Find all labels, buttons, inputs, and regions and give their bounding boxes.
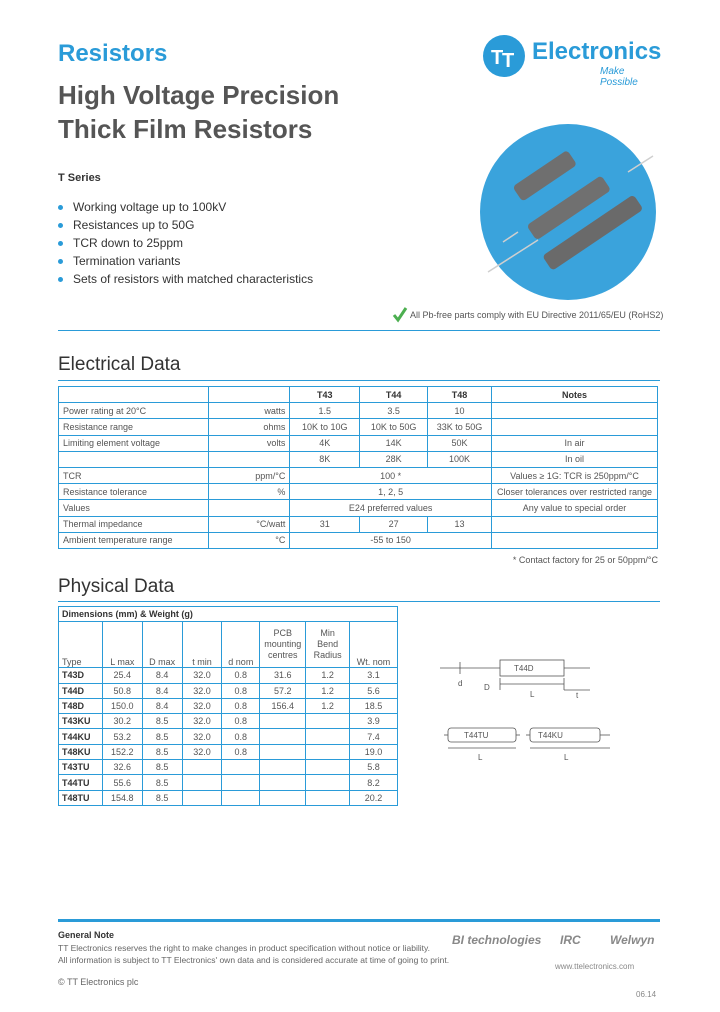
t48-cell: 33K to 50G xyxy=(428,419,492,435)
type-cell: T48D xyxy=(59,698,103,713)
param-cell: Ambient temperature range xyxy=(59,532,209,548)
drawing-label-part3: T44KU xyxy=(538,731,563,740)
t48-cell: 50K xyxy=(428,435,492,451)
lmax-cell: 154.8 xyxy=(102,790,142,805)
tmin-cell: 32.0 xyxy=(182,668,222,683)
dmax-cell: 8.5 xyxy=(142,714,182,729)
feature-item: Sets of resistors with matched characteristics xyxy=(58,270,313,288)
electrical-data-title: Electrical Data xyxy=(58,354,181,375)
footer-rule xyxy=(58,919,660,922)
unit-cell xyxy=(208,451,290,467)
t44-cell: 28K xyxy=(360,451,428,467)
t43-cell: 8K xyxy=(290,451,360,467)
lmax-cell: 32.6 xyxy=(102,760,142,775)
wt-cell: 3.9 xyxy=(350,714,398,729)
tmin-cell: 32.0 xyxy=(182,744,222,759)
header-line: Min xyxy=(320,628,335,639)
wt-cell: 19.0 xyxy=(350,744,398,759)
t43-cell: 4K xyxy=(290,435,360,451)
value-cell: 100 * xyxy=(290,467,492,483)
header-cell: Wt. nom xyxy=(350,622,398,668)
lmax-cell: 53.2 xyxy=(102,729,142,744)
table-header-row xyxy=(59,622,398,668)
table-row xyxy=(59,668,398,683)
type-cell: T43KU xyxy=(59,714,103,729)
drawing-label-d: d xyxy=(458,679,463,688)
physical-data-title: Physical Data xyxy=(58,576,175,597)
table-row xyxy=(59,744,398,759)
tmin-cell: 32.0 xyxy=(182,714,222,729)
dimension-drawing xyxy=(440,648,660,768)
tt-electronics-logo xyxy=(482,32,662,88)
table-title: Dimensions (mm) & Weight (g) xyxy=(59,607,398,622)
dmax-cell: 8.5 xyxy=(142,744,182,759)
type-cell: T43TU xyxy=(59,760,103,775)
logo-wordmark: Electronics xyxy=(532,38,662,65)
brand-bi-technologies: BI technologies xyxy=(452,933,542,947)
unit-cell: °C/watt xyxy=(208,516,290,532)
website-link[interactable]: www.ttelectronics.com xyxy=(555,962,635,971)
dnom-cell xyxy=(222,775,260,790)
dmax-cell: 8.5 xyxy=(142,760,182,775)
feature-item: Resistances up to 50G xyxy=(58,216,313,234)
header-cell: D max xyxy=(142,622,182,668)
unit-cell: ppm/°C xyxy=(208,467,290,483)
drawing-label-L: L xyxy=(478,753,483,762)
divider xyxy=(58,330,660,331)
issue-date: 06.14 xyxy=(636,990,657,999)
dmax-cell: 8.4 xyxy=(142,668,182,683)
note-cell xyxy=(491,403,657,419)
lmax-cell: 55.6 xyxy=(102,775,142,790)
note-cell: In air xyxy=(491,435,657,451)
note-cell: Any value to special order xyxy=(491,500,657,516)
unit-cell: watts xyxy=(208,403,290,419)
table-row xyxy=(59,775,398,790)
bend-cell xyxy=(306,714,350,729)
wt-cell: 5.6 xyxy=(350,683,398,698)
note-cell xyxy=(491,516,657,532)
dmax-cell: 8.5 xyxy=(142,790,182,805)
unit-cell: ohms xyxy=(208,419,290,435)
pcb-cell: 31.6 xyxy=(260,668,306,683)
table-row xyxy=(59,698,398,713)
wt-cell: 3.1 xyxy=(350,668,398,683)
t44-cell: 10K to 50G xyxy=(360,419,428,435)
header-cell xyxy=(208,387,290,403)
drawing-label-t: t xyxy=(576,691,579,700)
header-cell: Type xyxy=(59,622,103,668)
tmin-cell: 32.0 xyxy=(182,698,222,713)
header-line: centres xyxy=(267,650,298,661)
svg-text:T: T xyxy=(502,50,515,72)
table-header-row xyxy=(59,387,658,403)
table-row xyxy=(59,683,398,698)
general-note-line: All information is subject to TT Electronics' own data and is considered accurate at time of going to print. xyxy=(58,955,450,965)
value-cell: E24 preferred values xyxy=(290,500,492,516)
dmax-cell: 8.4 xyxy=(142,698,182,713)
type-cell: T44D xyxy=(59,683,103,698)
section-rule xyxy=(58,380,660,381)
header-cell: T44 xyxy=(360,387,428,403)
logo-tagline: Make Possible xyxy=(600,66,638,88)
value-cell: -55 to 150 xyxy=(290,532,492,548)
product-photo xyxy=(478,122,658,302)
section-rule xyxy=(58,601,660,602)
brand-welwyn: Welwyn xyxy=(610,933,655,947)
lmax-cell: 30.2 xyxy=(102,714,142,729)
table-row xyxy=(59,729,398,744)
header-cell: Notes xyxy=(491,387,657,403)
general-note-title: General Note xyxy=(58,930,115,940)
t48-cell: 13 xyxy=(428,516,492,532)
pcb-cell xyxy=(260,729,306,744)
electrical-footnote: * Contact factory for 25 or 50ppm/°C xyxy=(512,555,658,565)
tmin-cell: 32.0 xyxy=(182,683,222,698)
table-row xyxy=(59,500,658,516)
table-row xyxy=(59,467,658,483)
pcb-cell xyxy=(260,744,306,759)
series-label: T Series xyxy=(58,172,101,184)
electrical-data-table xyxy=(58,386,658,549)
lmax-cell: 25.4 xyxy=(102,668,142,683)
dnom-cell: 0.8 xyxy=(222,683,260,698)
tmin-cell: 32.0 xyxy=(182,729,222,744)
note-cell: Closer tolerances over restricted range xyxy=(491,484,657,500)
wt-cell: 20.2 xyxy=(350,790,398,805)
feature-item: TCR down to 25ppm xyxy=(58,234,313,252)
tmin-cell xyxy=(182,775,222,790)
rohs-checkmark-icon xyxy=(392,306,408,324)
header-cell xyxy=(59,387,209,403)
pcb-cell: 156.4 xyxy=(260,698,306,713)
unit-cell: volts xyxy=(208,435,290,451)
dnom-cell: 0.8 xyxy=(222,698,260,713)
dnom-cell: 0.8 xyxy=(222,729,260,744)
pcb-cell xyxy=(260,775,306,790)
table-row xyxy=(59,790,398,805)
copyright: © TT Electronics plc xyxy=(58,977,139,987)
table-row xyxy=(59,516,658,532)
page-title-line1: High Voltage Precision xyxy=(58,80,340,110)
pcb-cell: 57.2 xyxy=(260,683,306,698)
dmax-cell: 8.5 xyxy=(142,775,182,790)
table-row xyxy=(59,435,658,451)
dnom-cell xyxy=(222,760,260,775)
wt-cell: 8.2 xyxy=(350,775,398,790)
wt-cell: 18.5 xyxy=(350,698,398,713)
dnom-cell: 0.8 xyxy=(222,714,260,729)
type-cell: T44TU xyxy=(59,775,103,790)
dnom-cell: 0.8 xyxy=(222,668,260,683)
note-cell xyxy=(491,532,657,548)
feature-item: Working voltage up to 100kV xyxy=(58,198,313,216)
bend-cell xyxy=(306,790,350,805)
param-cell: Resistance tolerance xyxy=(59,484,209,500)
wt-cell: 5.8 xyxy=(350,760,398,775)
drawing-label-D: D xyxy=(484,683,490,692)
dnom-cell xyxy=(222,790,260,805)
note-cell xyxy=(491,419,657,435)
param-cell: Resistance range xyxy=(59,419,209,435)
category-label: Resistors xyxy=(58,40,168,67)
header-cell: T48 xyxy=(428,387,492,403)
table-row xyxy=(59,714,398,729)
lmax-cell: 50.8 xyxy=(102,683,142,698)
unit-cell xyxy=(208,500,290,516)
param-cell xyxy=(59,451,209,467)
table-row xyxy=(59,403,658,419)
bend-cell xyxy=(306,760,350,775)
table-title-row xyxy=(59,607,398,622)
svg-text:T: T xyxy=(491,47,504,69)
wt-cell: 7.4 xyxy=(350,729,398,744)
physical-data-table xyxy=(58,606,398,806)
header-cell: L max xyxy=(102,622,142,668)
unit-cell: °C xyxy=(208,532,290,548)
param-cell: Power rating at 20°C xyxy=(59,403,209,419)
header-line: Radius xyxy=(313,650,342,661)
header-cell: d nom xyxy=(222,622,260,668)
tt-logo-icon xyxy=(482,34,526,78)
param-cell: Thermal impedance xyxy=(59,516,209,532)
general-note-line: TT Electronics reserves the right to make changes in product specification without notice or liability. xyxy=(58,943,430,953)
page-title-line2: Thick Film Resistors xyxy=(58,114,313,144)
feature-list xyxy=(58,198,313,288)
drawing-label-part1: T44D xyxy=(514,664,534,673)
unit-cell: % xyxy=(208,484,290,500)
lmax-cell: 152.2 xyxy=(102,744,142,759)
t43-cell: 1.5 xyxy=(290,403,360,419)
header-cell: T43 xyxy=(290,387,360,403)
note-cell: In oil xyxy=(491,451,657,467)
pcb-cell xyxy=(260,790,306,805)
bend-cell xyxy=(306,775,350,790)
t48-cell: 10 xyxy=(428,403,492,419)
table-row xyxy=(59,419,658,435)
feature-item: Termination variants xyxy=(58,252,313,270)
pcb-cell xyxy=(260,714,306,729)
header-cell: t min xyxy=(182,622,222,668)
header-line: Bend xyxy=(317,639,339,650)
header-cell xyxy=(306,622,350,668)
tmin-cell xyxy=(182,760,222,775)
table-row xyxy=(59,532,658,548)
drawing-label-L: L xyxy=(564,753,569,762)
table-row xyxy=(59,760,398,775)
drawing-label-part2: T44TU xyxy=(464,731,489,740)
param-cell: Limiting element voltage xyxy=(59,435,209,451)
value-cell: 1, 2, 5 xyxy=(290,484,492,500)
rohs-statement xyxy=(392,306,664,326)
drawing-label-L: L xyxy=(530,690,535,699)
rohs-text: All Pb-free parts comply with EU Directive 2011/65/EU (RoHS2) xyxy=(410,310,664,320)
t44-cell: 14K xyxy=(360,435,428,451)
type-cell: T43D xyxy=(59,668,103,683)
t43-cell: 10K to 10G xyxy=(290,419,360,435)
type-cell: T48KU xyxy=(59,744,103,759)
bend-cell xyxy=(306,729,350,744)
header-line: mounting xyxy=(264,639,302,650)
type-cell: T44KU xyxy=(59,729,103,744)
bend-cell: 1.2 xyxy=(306,698,350,713)
t48-cell: 100K xyxy=(428,451,492,467)
table-row xyxy=(59,484,658,500)
note-cell: Values ≥ 1G: TCR is 250ppm/°C xyxy=(491,467,657,483)
t44-cell: 3.5 xyxy=(360,403,428,419)
table-row xyxy=(59,451,658,467)
dnom-cell: 0.8 xyxy=(222,744,260,759)
bend-cell: 1.2 xyxy=(306,668,350,683)
header-cell xyxy=(260,622,306,668)
dmax-cell: 8.4 xyxy=(142,683,182,698)
bend-cell xyxy=(306,744,350,759)
type-cell: T48TU xyxy=(59,790,103,805)
t43-cell: 31 xyxy=(290,516,360,532)
lmax-cell: 150.0 xyxy=(102,698,142,713)
param-cell: Values xyxy=(59,500,209,516)
t44-cell: 27 xyxy=(360,516,428,532)
tmin-cell xyxy=(182,790,222,805)
bend-cell: 1.2 xyxy=(306,683,350,698)
brand-irc: IRC xyxy=(560,933,581,947)
param-cell: TCR xyxy=(59,467,209,483)
pcb-cell xyxy=(260,760,306,775)
dmax-cell: 8.5 xyxy=(142,729,182,744)
header-line: PCB xyxy=(273,628,292,639)
